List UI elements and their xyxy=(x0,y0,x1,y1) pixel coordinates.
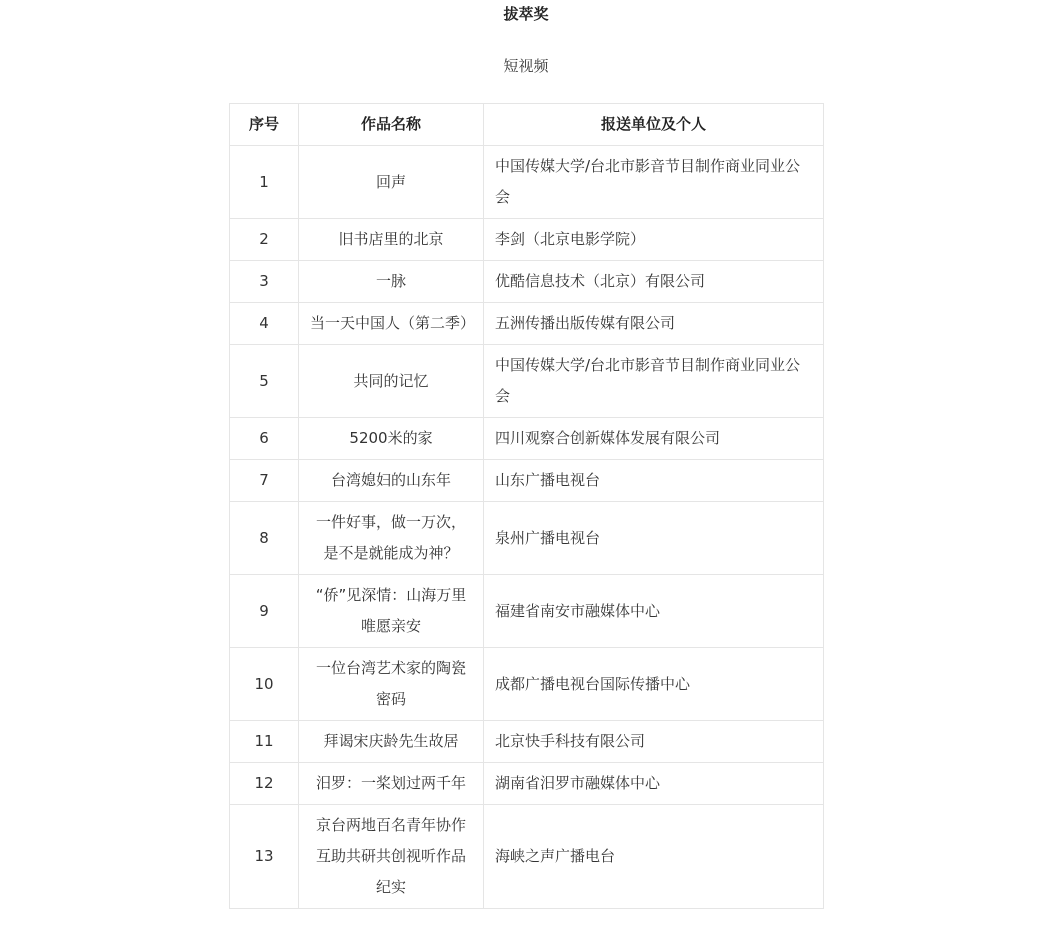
table-row xyxy=(230,721,824,763)
row-number: 8 xyxy=(230,502,299,575)
work-name: 一位台湾艺术家的陶瓷密码 xyxy=(299,648,484,721)
header-work-name: 作品名称 xyxy=(299,104,484,146)
work-name: 京台两地百名青年协作互助共研共创视听作品纪实 xyxy=(299,805,484,909)
submitter: 优酷信息技术（北京）有限公司 xyxy=(484,261,824,303)
row-number: 12 xyxy=(230,763,299,805)
row-number: 13 xyxy=(230,805,299,909)
table-row xyxy=(230,219,824,261)
submitter: 湖南省汨罗市融媒体中心 xyxy=(484,763,824,805)
work-name: 一脉 xyxy=(299,261,484,303)
submitter: 北京快手科技有限公司 xyxy=(484,721,824,763)
row-number: 5 xyxy=(230,345,299,418)
work-name: 汨罗：一桨划过两千年 xyxy=(299,763,484,805)
work-name: 一件好事，做一万次，是不是就能成为神？ xyxy=(299,502,484,575)
work-name: “侨”见深情：山海万里 唯愿亲安 xyxy=(299,575,484,648)
table-row xyxy=(230,648,824,721)
work-name: 回声 xyxy=(299,146,484,219)
section-subtitle: 短视频 xyxy=(503,57,549,75)
submitter: 李剑（北京电影学院） xyxy=(484,219,824,261)
work-name: 台湾媳妇的山东年 xyxy=(299,460,484,502)
table-header-row xyxy=(230,104,824,146)
row-number: 3 xyxy=(230,261,299,303)
row-number: 10 xyxy=(230,648,299,721)
row-number: 2 xyxy=(230,219,299,261)
submitter: 山东广播电视台 xyxy=(484,460,824,502)
awards-table xyxy=(229,103,824,909)
submitter: 四川观察合创新媒体发展有限公司 xyxy=(484,418,824,460)
work-name: 拜谒宋庆龄先生故居 xyxy=(299,721,484,763)
table-row xyxy=(230,805,824,909)
row-number: 6 xyxy=(230,418,299,460)
row-number: 7 xyxy=(230,460,299,502)
table-row xyxy=(230,261,824,303)
header-submitter: 报送单位及个人 xyxy=(484,104,824,146)
header-number: 序号 xyxy=(230,104,299,146)
table-row xyxy=(230,502,824,575)
table-row xyxy=(230,345,824,418)
table-row xyxy=(230,146,824,219)
submitter: 中国传媒大学/台北市影音节目制作商业同业公会 xyxy=(484,146,824,219)
submitter: 泉州广播电视台 xyxy=(484,502,824,575)
submitter: 中国传媒大学/台北市影音节目制作商业同业公会 xyxy=(484,345,824,418)
work-name: 当一天中国人（第二季） xyxy=(299,303,484,345)
work-name: 共同的记忆 xyxy=(299,345,484,418)
work-name: 5200米的家 xyxy=(299,418,484,460)
table-row xyxy=(230,303,824,345)
row-number: 4 xyxy=(230,303,299,345)
row-number: 9 xyxy=(230,575,299,648)
page-title: 拔萃奖 xyxy=(503,5,549,23)
work-name: 旧书店里的北京 xyxy=(299,219,484,261)
table-row xyxy=(230,763,824,805)
submitter: 五洲传播出版传媒有限公司 xyxy=(484,303,824,345)
table-row xyxy=(230,575,824,648)
table-row xyxy=(230,460,824,502)
table-row xyxy=(230,418,824,460)
row-number: 11 xyxy=(230,721,299,763)
row-number: 1 xyxy=(230,146,299,219)
submitter: 福建省南安市融媒体中心 xyxy=(484,575,824,648)
submitter: 海峡之声广播电台 xyxy=(484,805,824,909)
submitter: 成都广播电视台国际传播中心 xyxy=(484,648,824,721)
